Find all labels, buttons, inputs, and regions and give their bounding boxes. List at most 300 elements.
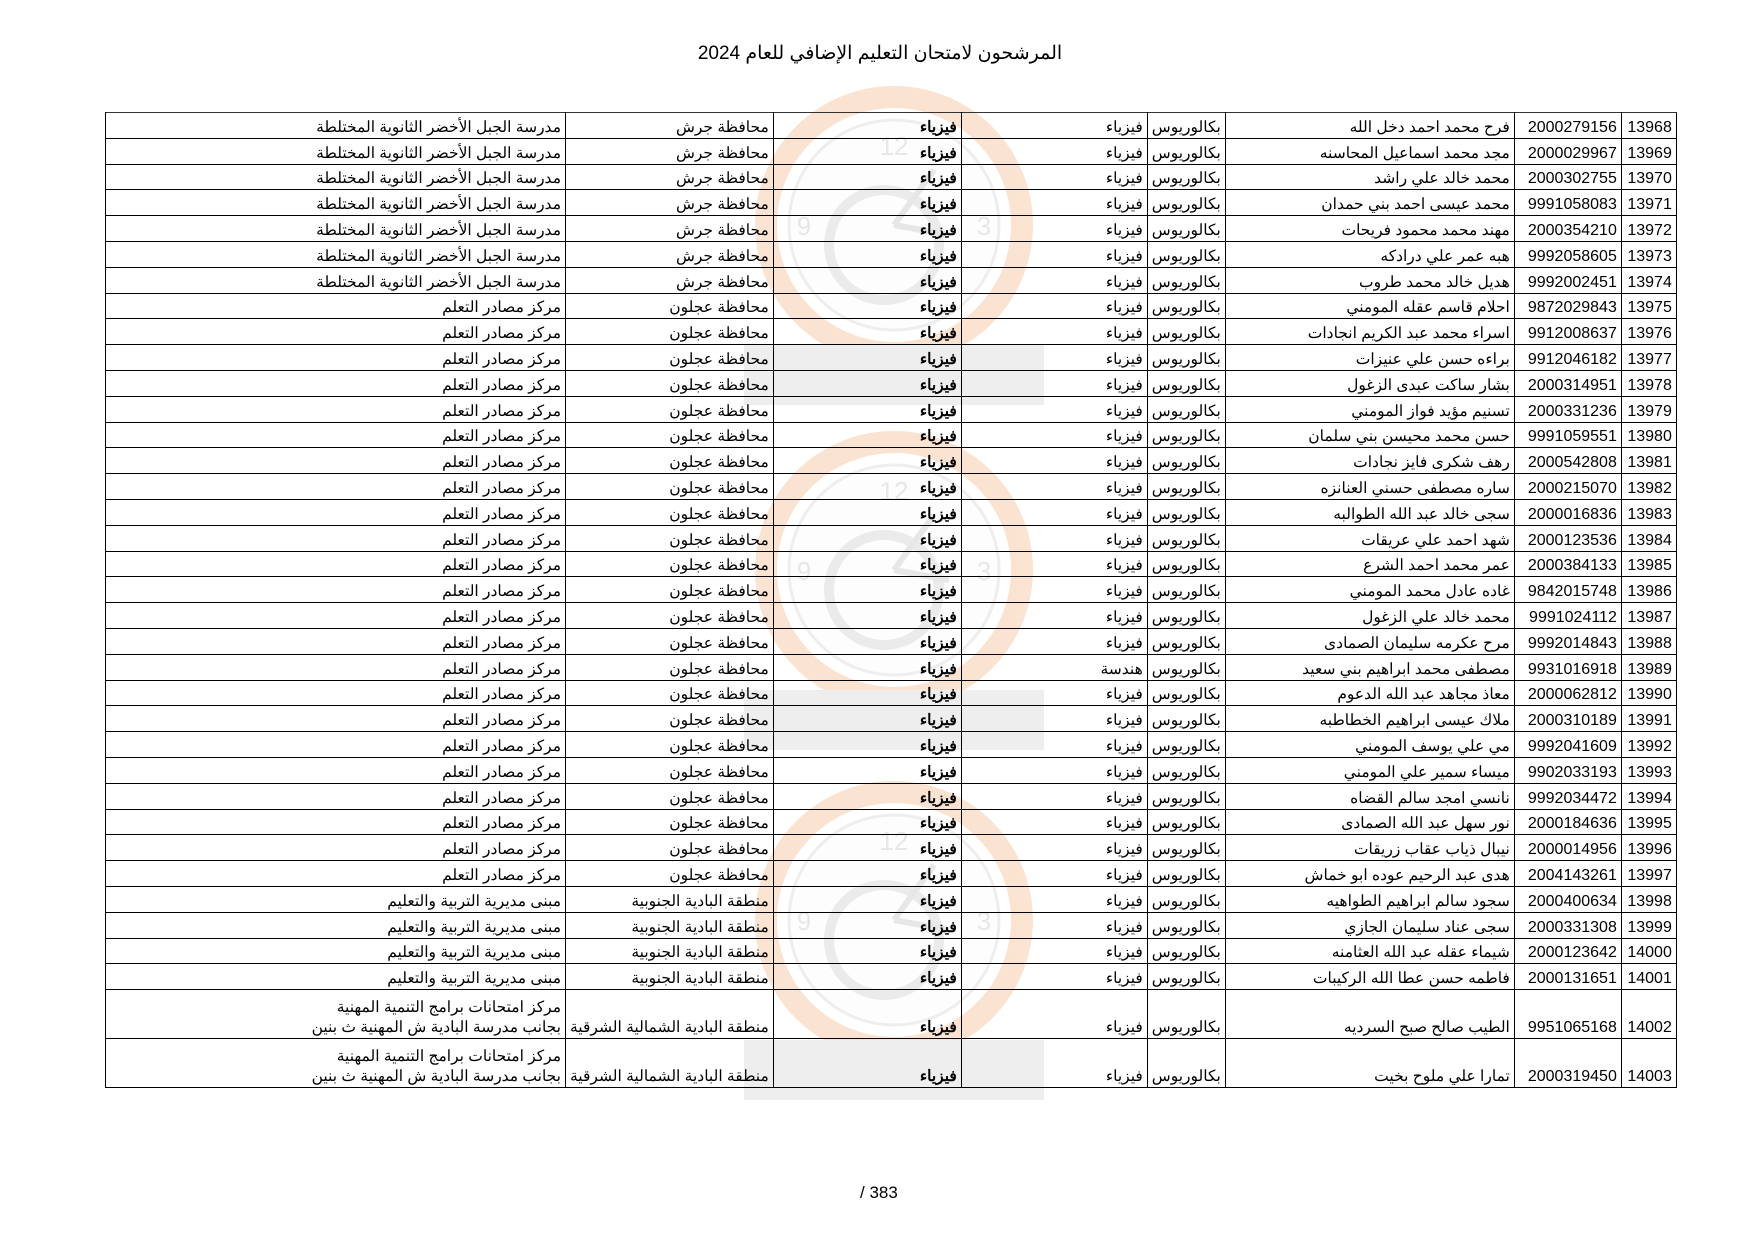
national-id-cell: 2000384133 xyxy=(1514,551,1621,577)
region-cell: محافظة عجلون xyxy=(566,345,774,371)
degree-cell: بكالوريوس xyxy=(1147,190,1225,216)
table-row xyxy=(106,577,1677,603)
exam-center-cell xyxy=(106,396,566,422)
svg-text:12: 12 xyxy=(879,476,909,506)
specialization-cell: فيزياء xyxy=(961,861,1147,887)
degree-cell: بكالوريوس xyxy=(1147,1039,1225,1088)
svg-text:12: 12 xyxy=(879,131,909,161)
exam-center-line: مركز مصادر التعلم xyxy=(442,479,561,497)
specialization-cell: فيزياء xyxy=(961,964,1147,990)
region-cell: محافظة عجلون xyxy=(566,319,774,345)
exam-center-cell xyxy=(106,603,566,629)
specialization-cell: فيزياء xyxy=(961,370,1147,396)
exam-center-cell xyxy=(106,783,566,809)
row-number-cell: 13998 xyxy=(1621,886,1676,912)
exam-subject-cell: فيزياء xyxy=(773,138,961,164)
candidate-name-cell: بشار ساكت عبدى الزغول xyxy=(1225,370,1514,396)
row-number-cell: 13992 xyxy=(1621,732,1676,758)
degree-cell: بكالوريوس xyxy=(1147,861,1225,887)
national-id-cell: 2000314951 xyxy=(1514,370,1621,396)
degree-cell: بكالوريوس xyxy=(1147,706,1225,732)
exam-subject-cell: فيزياء xyxy=(773,732,961,758)
specialization-cell: فيزياء xyxy=(961,422,1147,448)
row-number-cell: 13972 xyxy=(1621,216,1676,242)
degree-cell: بكالوريوس xyxy=(1147,938,1225,964)
region-cell: محافظة عجلون xyxy=(566,783,774,809)
specialization-cell: فيزياء xyxy=(961,396,1147,422)
exam-center-line: مركز مصادر التعلم xyxy=(442,866,561,884)
exam-center-line: مركز مصادر التعلم xyxy=(442,841,561,859)
exam-center-cell xyxy=(106,190,566,216)
region-cell: منطقة البادية الجنوبية xyxy=(566,886,774,912)
degree-cell: بكالوريوس xyxy=(1147,422,1225,448)
degree-cell: بكالوريوس xyxy=(1147,164,1225,190)
national-id-cell: 9992041609 xyxy=(1514,732,1621,758)
exam-center-cell xyxy=(106,835,566,861)
exam-center-cell xyxy=(106,861,566,887)
national-id-cell: 2000016836 xyxy=(1514,499,1621,525)
table-row xyxy=(106,267,1677,293)
exam-center-cell xyxy=(106,448,566,474)
degree-cell: بكالوريوس xyxy=(1147,370,1225,396)
exam-center-cell xyxy=(106,525,566,551)
exam-center-line: مركز مصادر التعلم xyxy=(442,325,561,343)
national-id-cell: 2000123642 xyxy=(1514,938,1621,964)
exam-subject-cell: فيزياء xyxy=(773,809,961,835)
exam-center-cell xyxy=(106,113,566,139)
row-number-cell: 13986 xyxy=(1621,577,1676,603)
row-number-cell: 13979 xyxy=(1621,396,1676,422)
candidate-name-cell: سجود سالم ابراهيم الطواهيه xyxy=(1225,886,1514,912)
region-cell: محافظة جرش xyxy=(566,190,774,216)
exam-subject-cell: فيزياء xyxy=(773,474,961,500)
exam-subject-cell: فيزياء xyxy=(773,396,961,422)
national-id-cell: 2000331236 xyxy=(1514,396,1621,422)
degree-cell: بكالوريوس xyxy=(1147,577,1225,603)
national-id-cell: 9992002451 xyxy=(1514,267,1621,293)
candidate-name-cell: مرح عكرمه سليمان الصمادى xyxy=(1225,628,1514,654)
region-cell: منطقة البادية الشمالية الشرقية xyxy=(566,1039,774,1088)
region-cell: محافظة عجلون xyxy=(566,835,774,861)
exam-subject-cell: فيزياء xyxy=(773,190,961,216)
exam-center-line: مركز مصادر التعلم xyxy=(442,789,561,807)
national-id-cell: 2000131651 xyxy=(1514,964,1621,990)
exam-center-line: مركز مصادر التعلم xyxy=(442,428,561,446)
national-id-cell: 9842015748 xyxy=(1514,577,1621,603)
table-row xyxy=(106,628,1677,654)
table-row xyxy=(106,1039,1677,1088)
national-id-cell: 9912008637 xyxy=(1514,319,1621,345)
exam-center-line: مركز مصادر التعلم xyxy=(442,634,561,652)
row-number-cell: 13973 xyxy=(1621,241,1676,267)
exam-subject-cell: فيزياء xyxy=(773,113,961,139)
specialization-cell: فيزياء xyxy=(961,938,1147,964)
exam-center-line: مركز امتحانات برامج التنمية المهنية xyxy=(336,999,561,1017)
row-number-cell: 13975 xyxy=(1621,293,1676,319)
candidate-name-cell: ميساء سمير علي المومني xyxy=(1225,757,1514,783)
exam-subject-cell: فيزياء xyxy=(773,654,961,680)
national-id-cell: 9991024112 xyxy=(1514,603,1621,629)
exam-subject-cell: فيزياء xyxy=(773,551,961,577)
national-id-cell: 9991059551 xyxy=(1514,422,1621,448)
exam-center-line: مدرسة الجبل الأخضر الثانوية المختلطة xyxy=(316,118,561,136)
region-cell: محافظة عجلون xyxy=(566,809,774,835)
degree-cell: بكالوريوس xyxy=(1147,241,1225,267)
degree-cell: بكالوريوس xyxy=(1147,345,1225,371)
exam-center-cell xyxy=(106,267,566,293)
specialization-cell: فيزياء xyxy=(961,577,1147,603)
exam-center-line: مدرسة الجبل الأخضر الثانوية المختلطة xyxy=(316,273,561,291)
exam-center-cell xyxy=(106,757,566,783)
national-id-cell: 2000354210 xyxy=(1514,216,1621,242)
region-cell: محافظة عجلون xyxy=(566,370,774,396)
degree-cell: بكالوريوس xyxy=(1147,113,1225,139)
specialization-cell: فيزياء xyxy=(961,267,1147,293)
degree-cell: بكالوريوس xyxy=(1147,990,1225,1039)
degree-cell: بكالوريوس xyxy=(1147,267,1225,293)
row-number-cell: 13985 xyxy=(1621,551,1676,577)
table-row xyxy=(106,138,1677,164)
exam-subject-cell: فيزياء xyxy=(773,422,961,448)
region-cell: محافظة جرش xyxy=(566,138,774,164)
region-cell: محافظة عجلون xyxy=(566,757,774,783)
row-number-cell: 13976 xyxy=(1621,319,1676,345)
row-number-cell: 13981 xyxy=(1621,448,1676,474)
exam-center-cell xyxy=(106,628,566,654)
exam-subject-cell: فيزياء xyxy=(773,628,961,654)
region-cell: منطقة البادية الجنوبية xyxy=(566,964,774,990)
table-row xyxy=(106,551,1677,577)
candidate-name-cell: ساره مصطفى حسني العنانزه xyxy=(1225,474,1514,500)
table-row xyxy=(106,964,1677,990)
exam-subject-cell: فيزياء xyxy=(773,319,961,345)
degree-cell: بكالوريوس xyxy=(1147,319,1225,345)
row-number-cell: 13988 xyxy=(1621,628,1676,654)
table-row xyxy=(106,732,1677,758)
national-id-cell: 2000184636 xyxy=(1514,809,1621,835)
degree-cell: بكالوريوس xyxy=(1147,680,1225,706)
specialization-cell: فيزياء xyxy=(961,809,1147,835)
exam-subject-cell: فيزياء xyxy=(773,448,961,474)
row-number-cell: 13993 xyxy=(1621,757,1676,783)
region-cell: محافظة عجلون xyxy=(566,396,774,422)
exam-center-cell xyxy=(106,499,566,525)
candidate-name-cell: شيماء عقله عبد الله العثامنه xyxy=(1225,938,1514,964)
row-number-cell: 14000 xyxy=(1621,938,1676,964)
specialization-cell: فيزياء xyxy=(961,164,1147,190)
national-id-cell: 2000215070 xyxy=(1514,474,1621,500)
degree-cell: بكالوريوس xyxy=(1147,912,1225,938)
svg-text:3: 3 xyxy=(976,556,992,586)
candidate-name-cell: مهند محمد محمود فريحات xyxy=(1225,216,1514,242)
exam-center-line: مركز مصادر التعلم xyxy=(442,454,561,472)
exam-center-cell xyxy=(106,912,566,938)
exam-center-cell xyxy=(106,886,566,912)
table-row xyxy=(106,680,1677,706)
degree-cell: بكالوريوس xyxy=(1147,138,1225,164)
region-cell: منطقة البادية الجنوبية xyxy=(566,912,774,938)
exam-center-line: مدرسة الجبل الأخضر الثانوية المختلطة xyxy=(316,247,561,265)
national-id-cell: 2000319450 xyxy=(1514,1039,1621,1088)
candidate-name-cell: براءه حسن علي عنيزات xyxy=(1225,345,1514,371)
region-cell: محافظة عجلون xyxy=(566,448,774,474)
candidate-name-cell: مي علي يوسف المومني xyxy=(1225,732,1514,758)
exam-center-line: مركز مصادر التعلم xyxy=(442,763,561,781)
table-row xyxy=(106,190,1677,216)
row-number-cell: 13969 xyxy=(1621,138,1676,164)
exam-center-cell xyxy=(106,654,566,680)
table-row xyxy=(106,216,1677,242)
exam-center-line: مركز مصادر التعلم xyxy=(442,299,561,317)
candidate-name-cell: نانسي امجد سالم القضاه xyxy=(1225,783,1514,809)
specialization-cell: فيزياء xyxy=(961,1039,1147,1088)
candidate-name-cell: فاطمه حسن عطا الله الركيبات xyxy=(1225,964,1514,990)
table-row xyxy=(106,912,1677,938)
table-row xyxy=(106,241,1677,267)
region-cell: محافظة عجلون xyxy=(566,422,774,448)
table-row xyxy=(106,370,1677,396)
row-number-cell: 13978 xyxy=(1621,370,1676,396)
row-number-cell: 13997 xyxy=(1621,861,1676,887)
region-cell: محافظة جرش xyxy=(566,216,774,242)
table-row xyxy=(106,706,1677,732)
exam-subject-cell: فيزياء xyxy=(773,293,961,319)
national-id-cell: 2000062812 xyxy=(1514,680,1621,706)
table-row xyxy=(106,886,1677,912)
exam-subject-cell: فيزياء xyxy=(773,577,961,603)
region-cell: محافظة جرش xyxy=(566,113,774,139)
table-row xyxy=(106,757,1677,783)
table-row xyxy=(106,293,1677,319)
national-id-cell: 9992014843 xyxy=(1514,628,1621,654)
degree-cell: بكالوريوس xyxy=(1147,293,1225,319)
region-cell: محافظة جرش xyxy=(566,164,774,190)
exam-subject-cell: فيزياء xyxy=(773,603,961,629)
degree-cell: بكالوريوس xyxy=(1147,732,1225,758)
exam-subject-cell: فيزياء xyxy=(773,370,961,396)
exam-center-line: مركز مصادر التعلم xyxy=(442,712,561,730)
exam-center-cell xyxy=(106,680,566,706)
degree-cell: بكالوريوس xyxy=(1147,628,1225,654)
svg-text:3: 3 xyxy=(976,906,992,936)
candidate-name-cell: ملاك عيسى ابراهيم الخطاطبه xyxy=(1225,706,1514,732)
candidate-name-cell: تسنيم مؤيد فواز المومني xyxy=(1225,396,1514,422)
candidate-name-cell: مجد محمد اسماعيل المحاسنه xyxy=(1225,138,1514,164)
exam-center-line: مدرسة الجبل الأخضر الثانوية المختلطة xyxy=(316,144,561,162)
candidate-name-cell: تمارا علي ملوح بخيت xyxy=(1225,1039,1514,1088)
exam-center-line: مركز مصادر التعلم xyxy=(442,660,561,678)
exam-center-cell xyxy=(106,241,566,267)
exam-center-cell xyxy=(106,319,566,345)
exam-subject-cell: فيزياء xyxy=(773,835,961,861)
svg-text:12: 12 xyxy=(879,826,909,856)
degree-cell: بكالوريوس xyxy=(1147,654,1225,680)
degree-cell: بكالوريوس xyxy=(1147,783,1225,809)
candidate-name-cell: سجى خالد عبد الله الطوالبه xyxy=(1225,499,1514,525)
exam-subject-cell: فيزياء xyxy=(773,990,961,1039)
candidate-name-cell: شهد احمد علي عريقات xyxy=(1225,525,1514,551)
row-number-cell: 13994 xyxy=(1621,783,1676,809)
exam-center-line: مركز مصادر التعلم xyxy=(442,608,561,626)
specialization-cell: فيزياء xyxy=(961,603,1147,629)
exam-center-cell xyxy=(106,551,566,577)
national-id-cell: 9902033193 xyxy=(1514,757,1621,783)
svg-text:9: 9 xyxy=(796,906,812,936)
candidate-name-cell: محمد عيسى احمد بني حمدان xyxy=(1225,190,1514,216)
table-row xyxy=(106,938,1677,964)
exam-center-cell xyxy=(106,938,566,964)
exam-subject-cell: فيزياء xyxy=(773,216,961,242)
row-number-cell: 13996 xyxy=(1621,835,1676,861)
exam-center-line: مركز مصادر التعلم xyxy=(442,737,561,755)
degree-cell: بكالوريوس xyxy=(1147,216,1225,242)
candidate-name-cell: هبه عمر علي درادكه xyxy=(1225,241,1514,267)
specialization-cell: فيزياء xyxy=(961,448,1147,474)
specialization-cell: فيزياء xyxy=(961,138,1147,164)
national-id-cell: 9872029843 xyxy=(1514,293,1621,319)
row-number-cell: 13971 xyxy=(1621,190,1676,216)
region-cell: منطقة البادية الشمالية الشرقية xyxy=(566,990,774,1039)
exam-center-line: بجانب مدرسة البادية ش المهنية ث بنين xyxy=(311,1019,561,1037)
table-row xyxy=(106,113,1677,139)
national-id-cell: 2000014956 xyxy=(1514,835,1621,861)
specialization-cell: فيزياء xyxy=(961,190,1147,216)
svg-text:9: 9 xyxy=(796,211,812,241)
exam-subject-cell: فيزياء xyxy=(773,886,961,912)
exam-center-cell xyxy=(106,422,566,448)
specialization-cell: فيزياء xyxy=(961,241,1147,267)
table-row xyxy=(106,164,1677,190)
page-number: 383 / xyxy=(860,1183,898,1202)
row-number-cell: 13983 xyxy=(1621,499,1676,525)
specialization-cell: هندسة xyxy=(961,654,1147,680)
region-cell: محافظة عجلون xyxy=(566,577,774,603)
candidate-name-cell: الطيب صالح صبح السرديه xyxy=(1225,990,1514,1039)
exam-center-cell xyxy=(106,732,566,758)
degree-cell: بكالوريوس xyxy=(1147,809,1225,835)
exam-center-line: مركز مصادر التعلم xyxy=(442,376,561,394)
exam-center-line: مركز امتحانات برامج التنمية المهنية xyxy=(336,1048,561,1066)
candidate-name-cell: محمد خالد علي راشد xyxy=(1225,164,1514,190)
exam-subject-cell: فيزياء xyxy=(773,757,961,783)
specialization-cell: فيزياء xyxy=(961,783,1147,809)
exam-subject-cell: فيزياء xyxy=(773,1039,961,1088)
exam-center-line: بجانب مدرسة البادية ش المهنية ث بنين xyxy=(311,1068,561,1086)
degree-cell: بكالوريوس xyxy=(1147,603,1225,629)
region-cell: منطقة البادية الجنوبية xyxy=(566,938,774,964)
national-id-cell: 2000123536 xyxy=(1514,525,1621,551)
row-number-cell: 13995 xyxy=(1621,809,1676,835)
national-id-cell: 2000029967 xyxy=(1514,138,1621,164)
row-number-cell: 13987 xyxy=(1621,603,1676,629)
national-id-cell: 9992058605 xyxy=(1514,241,1621,267)
exam-center-cell xyxy=(106,474,566,500)
row-number-cell: 13999 xyxy=(1621,912,1676,938)
specialization-cell: فيزياء xyxy=(961,499,1147,525)
table-row xyxy=(106,345,1677,371)
exam-subject-cell: فيزياء xyxy=(773,499,961,525)
row-number-cell: 14002 xyxy=(1621,990,1676,1039)
candidate-name-cell: فرح محمد احمد دخل الله xyxy=(1225,113,1514,139)
specialization-cell: فيزياء xyxy=(961,319,1147,345)
national-id-cell: 9912046182 xyxy=(1514,345,1621,371)
exam-center-line: مركز مصادر التعلم xyxy=(442,557,561,575)
region-cell: محافظة جرش xyxy=(566,241,774,267)
region-cell: محافظة عجلون xyxy=(566,732,774,758)
degree-cell: بكالوريوس xyxy=(1147,396,1225,422)
row-number-cell: 13990 xyxy=(1621,680,1676,706)
table-row xyxy=(106,474,1677,500)
specialization-cell: فيزياء xyxy=(961,293,1147,319)
row-number-cell: 13989 xyxy=(1621,654,1676,680)
specialization-cell: فيزياء xyxy=(961,113,1147,139)
candidates-table xyxy=(105,112,1677,1088)
region-cell: محافظة عجلون xyxy=(566,293,774,319)
exam-center-cell xyxy=(106,164,566,190)
region-cell: محافظة عجلون xyxy=(566,680,774,706)
row-number-cell: 13974 xyxy=(1621,267,1676,293)
exam-center-line: مدرسة الجبل الأخضر الثانوية المختلطة xyxy=(316,170,561,188)
table-row xyxy=(106,525,1677,551)
candidate-name-cell: عمر محمد احمد الشرع xyxy=(1225,551,1514,577)
table-row xyxy=(106,990,1677,1039)
candidate-name-cell: مصطفى محمد ابراهيم بني سعيد xyxy=(1225,654,1514,680)
region-cell: محافظة عجلون xyxy=(566,551,774,577)
svg-text:9: 9 xyxy=(796,556,812,586)
degree-cell: بكالوريوس xyxy=(1147,757,1225,783)
degree-cell: بكالوريوس xyxy=(1147,474,1225,500)
row-number-cell: 13977 xyxy=(1621,345,1676,371)
specialization-cell: فيزياء xyxy=(961,886,1147,912)
specialization-cell: فيزياء xyxy=(961,628,1147,654)
exam-center-line: مدرسة الجبل الأخضر الثانوية المختلطة xyxy=(316,221,561,239)
table-row xyxy=(106,861,1677,887)
exam-center-cell xyxy=(106,216,566,242)
row-number-cell: 14001 xyxy=(1621,964,1676,990)
table-row xyxy=(106,499,1677,525)
exam-center-cell xyxy=(106,964,566,990)
region-cell: محافظة جرش xyxy=(566,267,774,293)
national-id-cell: 2000400634 xyxy=(1514,886,1621,912)
exam-center-line: مركز مصادر التعلم xyxy=(442,350,561,368)
national-id-cell: 9992034472 xyxy=(1514,783,1621,809)
candidate-name-cell: حسن محمد محيسن بني سلمان xyxy=(1225,422,1514,448)
table-row xyxy=(106,783,1677,809)
region-cell: محافظة عجلون xyxy=(566,706,774,732)
candidate-name-cell: سجى عناد سليمان الجازي xyxy=(1225,912,1514,938)
exam-subject-cell: فيزياء xyxy=(773,267,961,293)
candidate-name-cell: هديل خالد محمد طروب xyxy=(1225,267,1514,293)
region-cell: محافظة عجلون xyxy=(566,603,774,629)
specialization-cell: فيزياء xyxy=(961,835,1147,861)
degree-cell: بكالوريوس xyxy=(1147,499,1225,525)
exam-subject-cell: فيزياء xyxy=(773,706,961,732)
region-cell: محافظة عجلون xyxy=(566,499,774,525)
region-cell: محافظة عجلون xyxy=(566,525,774,551)
exam-subject-cell: فيزياء xyxy=(773,680,961,706)
specialization-cell: فيزياء xyxy=(961,345,1147,371)
national-id-cell: 2000331308 xyxy=(1514,912,1621,938)
exam-center-line: مركز مصادر التعلم xyxy=(442,686,561,704)
row-number-cell: 13984 xyxy=(1621,525,1676,551)
national-id-cell: 9991058083 xyxy=(1514,190,1621,216)
table-row xyxy=(106,396,1677,422)
exam-subject-cell: فيزياء xyxy=(773,241,961,267)
specialization-cell: فيزياء xyxy=(961,551,1147,577)
degree-cell: بكالوريوس xyxy=(1147,448,1225,474)
exam-center-line: مبنى مديرية التربية والتعليم xyxy=(387,918,561,936)
candidate-name-cell: اسراء محمد عبد الكريم انجادات xyxy=(1225,319,1514,345)
